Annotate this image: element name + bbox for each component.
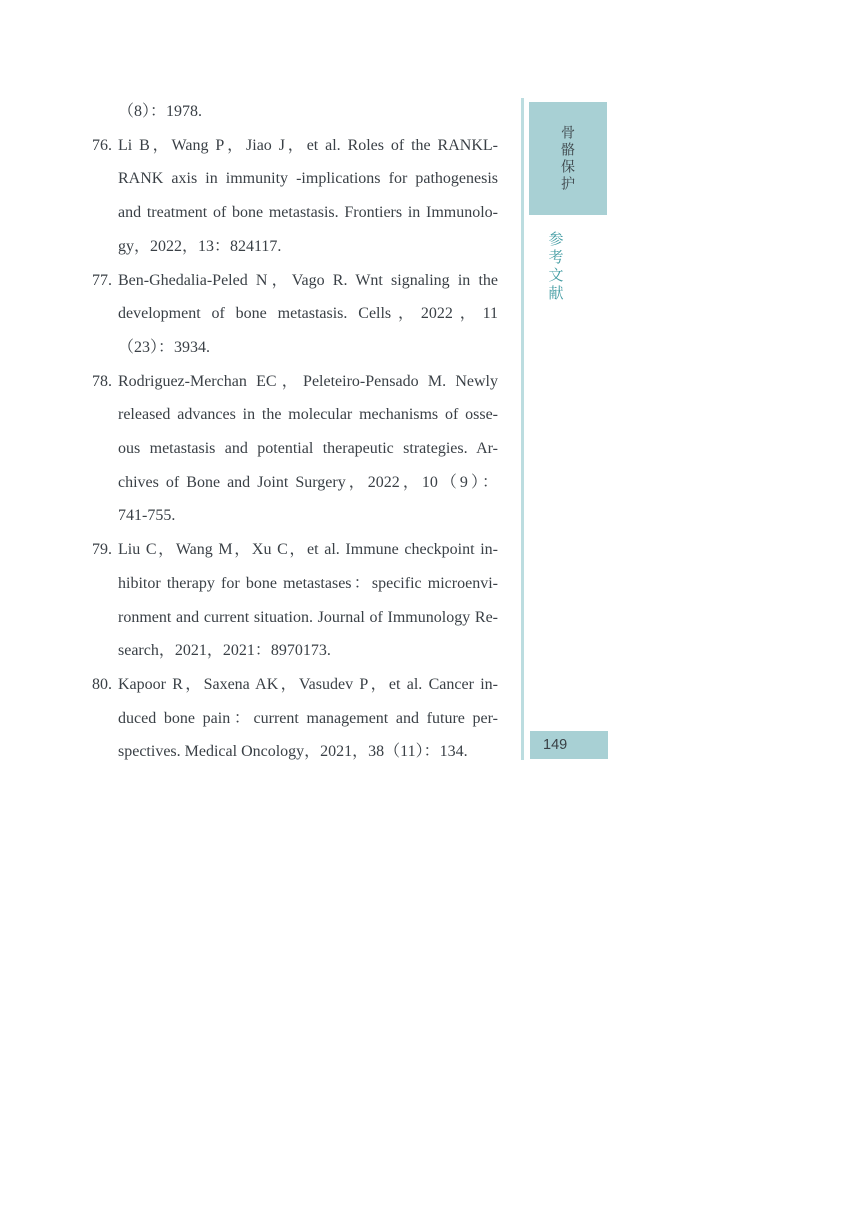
reference-number: 79.: [92, 541, 112, 559]
reference-item: [92, 129, 498, 264]
reference-number: 80.: [92, 675, 112, 693]
chapter-tab: [529, 102, 607, 215]
reference-line: Liu C，Wang M，Xu C，et al. Immune checkpoint in-: [118, 541, 498, 559]
sidebar-vertical-rule: [521, 98, 524, 760]
reference-item: [92, 668, 498, 769]
page-number-box: [530, 731, 608, 759]
reference-line: and treatment of bone metastasis. Frontiers in Immunolo-: [118, 204, 498, 222]
reference-item: [92, 365, 498, 534]
reference-line: Ben-Ghedalia-Peled N，Vago R. Wnt signaling in the: [118, 271, 498, 289]
reference-line: search，2021，2021：8970173.: [118, 642, 331, 660]
reference-line: ous metastasis and potential therapeutic strategies. Ar-: [118, 440, 498, 458]
reference-line: RANK axis in immunity -implications for pathogenesis: [118, 170, 498, 188]
reference-line: released advances in the molecular mechanisms of osse-: [118, 406, 498, 424]
reference-line: Li B，Wang P，Jiao J，et al. Roles of the RANKL-: [118, 136, 498, 154]
reference-carryover-line: （8）：1978.: [118, 103, 203, 120]
references-list: [92, 95, 498, 769]
reference-line: Kapoor R，Saxena AK，Vasudev P，et al. Cancer in-: [118, 675, 498, 693]
reference-line: （23）：3934.: [118, 338, 211, 356]
section-tab: [540, 231, 570, 321]
reference-item: [92, 533, 498, 668]
reference-line: chives of Bone and Joint Surgery，2022，10（9）：: [118, 473, 498, 491]
chapter-tab-label: 骨骼保护: [560, 124, 576, 193]
reference-line: duced bone pain：current management and future per-: [118, 709, 498, 727]
reference-line: spectives. Medical Oncology，2021，38（11）：134.: [118, 743, 468, 761]
reference-line: Rodriguez-Merchan EC，Peleteiro-Pensado M. Newly: [118, 372, 498, 390]
reference-number: 77.: [92, 271, 112, 289]
reference-number: 78.: [92, 372, 112, 390]
section-tab-label: 参考文献: [546, 231, 564, 303]
reference-line: 741-755.: [118, 507, 176, 525]
reference-line: development of bone metastasis. Cells，2022，11: [118, 305, 498, 323]
reference-line: gy，2022，13：824117.: [118, 237, 282, 255]
reference-item: [92, 264, 498, 365]
reference-number: 76.: [92, 136, 112, 154]
reference-line: ronment and current situation. Journal of Immunology Re-: [118, 608, 498, 626]
reference-line: hibitor therapy for bone metastases：specific microenvi-: [118, 574, 498, 592]
page-number: 149: [543, 737, 568, 753]
